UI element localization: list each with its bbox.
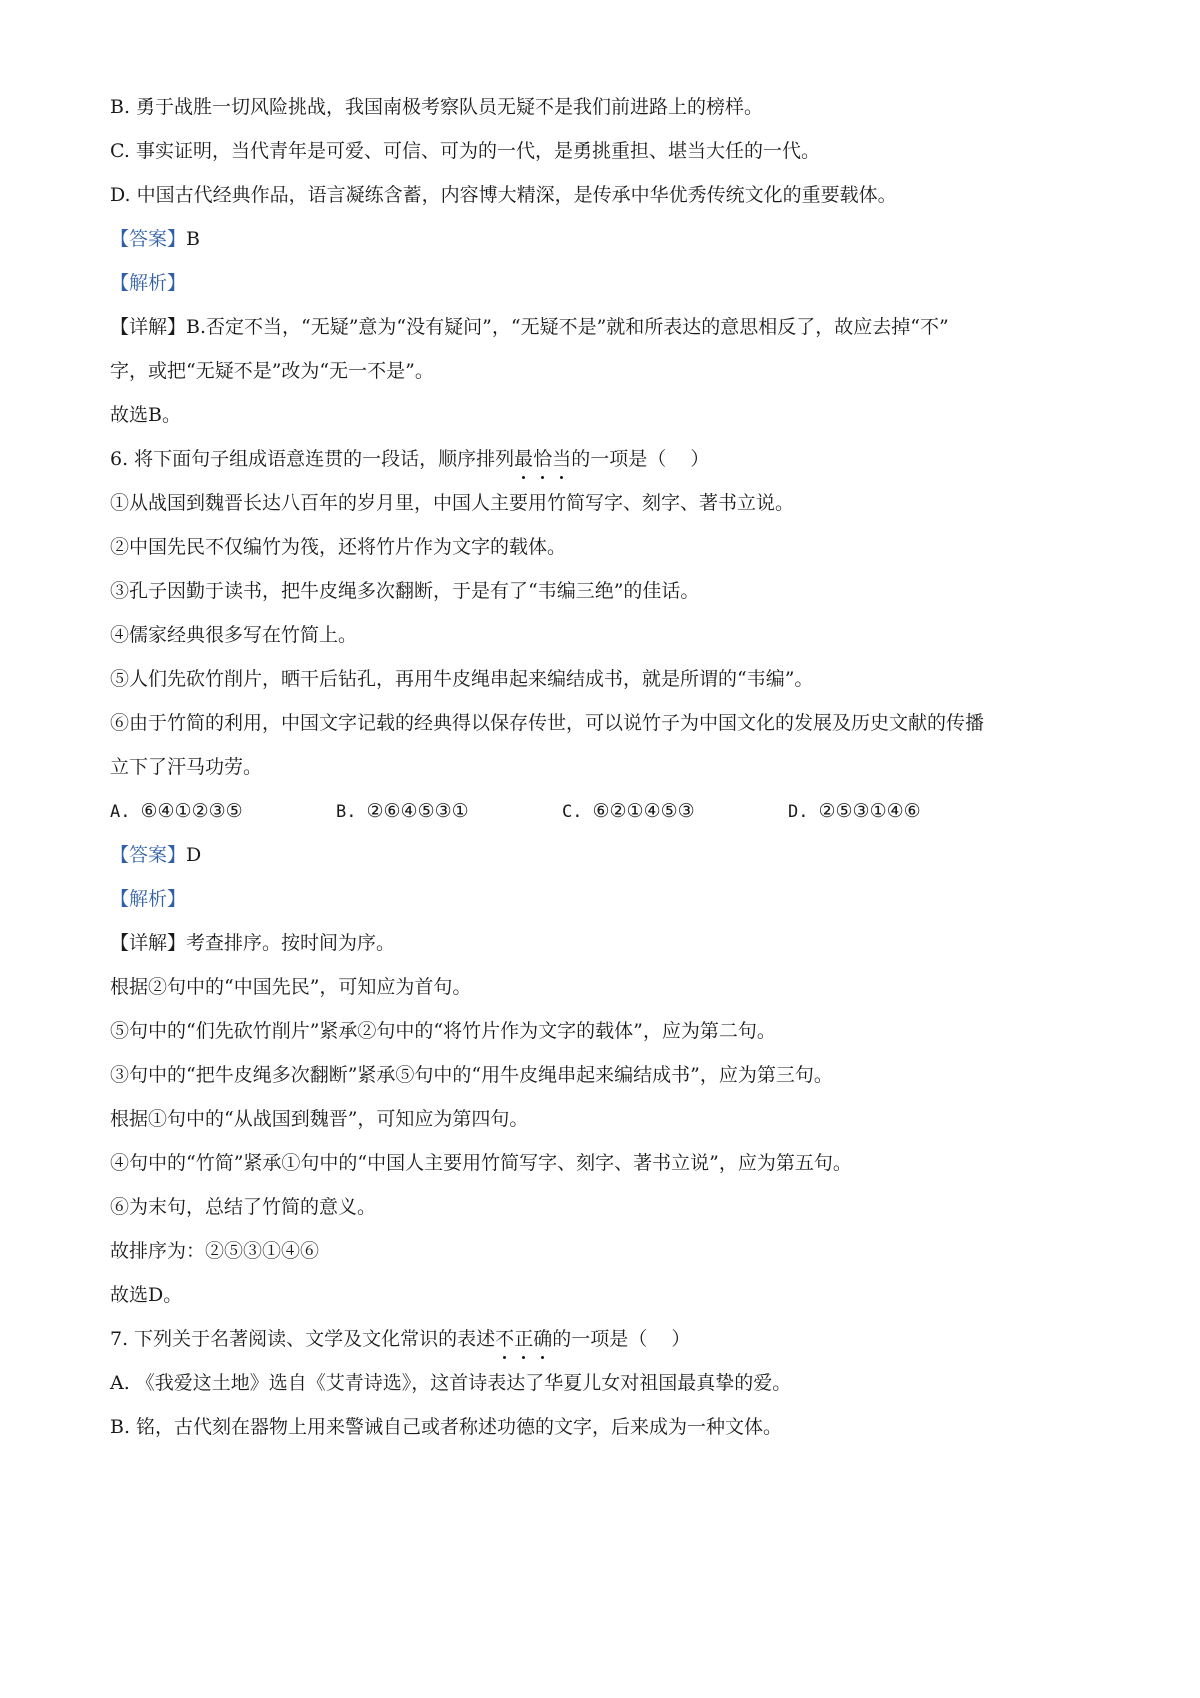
q6-step-3: ③句中的“把牛皮绳多次翻断”紧承⑤句中的“用牛皮绳串起来编结成书”，应为第三句。 <box>110 1064 833 1086</box>
q6-step-5: ④句中的“竹简”紧承①句中的“中国人主要用竹简写字、刻字、著书立说”，应为第五句。 <box>110 1152 852 1174</box>
q7-option-a: A. 《我爱这土地》选自《艾青诗选》，这首诗表达了华夏儿女对祖国最真挚的爱。 <box>110 1372 792 1394</box>
q6-answer <box>110 842 201 868</box>
q6-sentence-3: ③孔子因勤于读书，把牛皮绳多次翻断，于是有了“韦编三绝”的佳话。 <box>110 580 700 602</box>
q6-step-2: ⑤句中的“们先砍竹削片”紧承②句中的“将竹片作为文字的载体”，应为第二句。 <box>110 1020 776 1042</box>
q7-option-b: B. 铭，古代刻在器物上用来警诫自己或者称述功德的文字，后来成为一种文体。 <box>110 1416 783 1438</box>
q6-option-b: B. ②⑥④⑤③① <box>336 800 469 822</box>
q6-detail: 【详解】考查排序。按时间为序。 <box>110 932 396 954</box>
q6-sentence-5: ⑤人们先砍竹削片，晒干后钻孔，再用牛皮绳串起来编结成书，就是所谓的“韦编”。 <box>110 668 814 690</box>
q5-analysis-tag: 【解析】 <box>110 272 187 294</box>
q6-analysis-tag: 【解析】 <box>110 888 187 910</box>
q6-sentence-4: ④儒家经典很多写在竹简上。 <box>110 624 358 646</box>
q6-sentence-2: ②中国先民不仅编竹为筏，还将竹片作为文字的载体。 <box>110 536 567 558</box>
answer-tag: 【答案】 <box>110 228 187 250</box>
q6-conclusion: 故选D。 <box>110 1284 183 1306</box>
q6-step-6: ⑥为末句，总结了竹简的意义。 <box>110 1196 377 1218</box>
q6-step-4: 根据①句中的“从战国到魏晋”，可知应为第四句。 <box>110 1108 529 1130</box>
q6-stem <box>110 446 709 472</box>
q7-stem-after: 的一项是（ ） <box>552 1328 691 1350</box>
q5-conclusion: 故选B。 <box>110 404 181 426</box>
q7-emphasis-char: 正 <box>514 1328 534 1350</box>
q7-emphasis-char: 不 <box>495 1328 515 1350</box>
q5-detail-line1: 【详解】B.否定不当，“无疑”意为“没有疑问”，“无疑不是”就和所表达的意思相反了，故应去掉“不” <box>110 316 949 338</box>
answer-tag: 【答案】 <box>110 844 187 866</box>
q6-option-c: C. ⑥②①④⑤③ <box>562 800 695 822</box>
q7-stem <box>110 1326 690 1352</box>
q6-option-d: D. ②⑤③①④⑥ <box>788 800 921 822</box>
q7-emphasis-char: 确 <box>533 1328 553 1350</box>
q6-emphasis-char: 恰 <box>533 448 553 470</box>
q5-option-b: B. 勇于战胜一切风险挑战，我国南极考察队员无疑不是我们前进路上的榜样。 <box>110 96 764 118</box>
q5-answer <box>110 226 200 252</box>
q5-option-c: C. 事实证明，当代青年是可爱、可信、可为的一代，是勇挑重担、堪当大任的一代。 <box>110 140 820 162</box>
q6-stem-after: 的一项是（ ） <box>571 448 710 470</box>
answer-value: B <box>186 228 200 250</box>
q6-option-a: A. ⑥④①②③⑤ <box>110 800 243 822</box>
q6-sentence-6: ⑥由于竹简的利用，中国文字记载的经典得以保存传世，可以说竹子为中国文化的发展及历史文献的传播 <box>110 712 985 734</box>
q6-step-1: 根据②句中的“中国先民”，可知应为首句。 <box>110 976 472 998</box>
q7-stem-before: 7. 下列关于名著阅读、文学及文化常识的表述 <box>110 1328 496 1350</box>
answer-value: D <box>186 844 202 866</box>
q6-sentence-1: ①从战国到魏晋长达八百年的岁月里，中国人主要用竹简写字、刻字、著书立说。 <box>110 492 795 514</box>
q6-sentence-6-cont: 立下了汗马功劳。 <box>110 756 263 778</box>
q6-emphasis-char: 当 <box>552 448 572 470</box>
q5-option-d: D. 中国古代经典作品，语言凝练含蓄，内容博大精深，是传承中华优秀传统文化的重要载体。 <box>110 184 897 206</box>
q6-emphasis-char: 最 <box>514 448 534 470</box>
q6-stem-before: 6. 将下面句子组成语意连贯的一段话，顺序排列 <box>110 448 515 470</box>
q6-step-7: 故排序为：②⑤③①④⑥ <box>110 1240 320 1262</box>
q5-detail-line2: 字，或把“无疑不是”改为“无一不是”。 <box>110 360 434 382</box>
